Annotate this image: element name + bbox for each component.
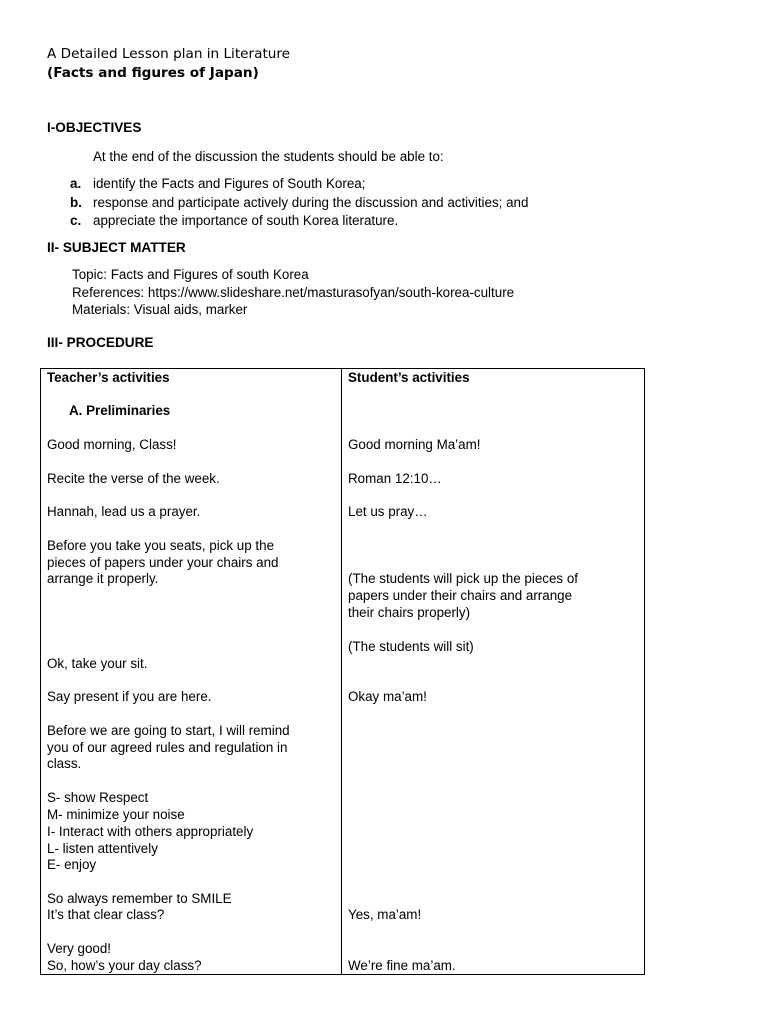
teacher-line: Before we are going to start, I will remind — [47, 723, 290, 738]
student-column-header: Student’s activities — [348, 370, 470, 385]
student-column — [342, 369, 645, 975]
teacher-line: Ok, take your sit. — [47, 656, 148, 671]
student-line: (The students will sit) — [348, 639, 474, 654]
document-title: A Detailed Lesson plan in Literature — [47, 46, 291, 62]
student-line: Good morning Ma’am! — [348, 437, 481, 452]
teacher-line: It’s that clear class? — [47, 907, 165, 922]
document-subtitle: (Facts and figures of Japan) — [47, 65, 259, 81]
objective-text: appreciate the importance of south Korea literature. — [93, 213, 399, 228]
procedure-table — [40, 368, 645, 975]
teacher-line: arrange it properly. — [47, 571, 159, 586]
teacher-line: L- listen attentively — [47, 841, 158, 856]
objectives-heading: I-OBJECTIVES — [47, 120, 142, 135]
objectives-intro: At the end of the discussion the students should be able to: — [93, 149, 444, 164]
teacher-line: So always remember to SMILE — [47, 891, 232, 906]
student-line: their chairs properly) — [348, 605, 471, 620]
student-line: Roman 12:10… — [348, 471, 442, 486]
teacher-column — [41, 369, 342, 975]
teacher-line: class. — [47, 756, 82, 771]
teacher-line: pieces of papers under your chairs and — [47, 555, 279, 570]
teacher-line: E- enjoy — [47, 857, 97, 872]
teacher-line: Very good! — [47, 941, 112, 956]
teacher-line: So, how’s your day class? — [47, 958, 202, 973]
student-line: papers under their chairs and arrange — [348, 588, 573, 603]
teacher-line: Before you take you seats, pick up the — [47, 538, 275, 553]
subject-matter-heading: II- SUBJECT MATTER — [47, 240, 186, 255]
student-line: (The students will pick up the pieces of — [348, 571, 578, 586]
student-line: Let us pray… — [348, 504, 428, 519]
teacher-line: S- show Respect — [47, 790, 149, 805]
teacher-line: Good morning, Class! — [47, 437, 177, 452]
subject-matter-block — [72, 266, 514, 319]
teacher-line: Hannah, lead us a prayer. — [47, 504, 201, 519]
teacher-line: I- Interact with others appropriately — [47, 824, 254, 839]
objective-text: response and participate actively during the discussion and activities; and — [93, 194, 529, 210]
objective-text: identify the Facts and Figures of South Korea; — [93, 176, 366, 191]
teacher-line: you of our agreed rules and regulation in — [47, 740, 288, 755]
student-line: Okay ma’am! — [348, 689, 427, 704]
student-line: We’re fine ma’am. — [348, 958, 456, 973]
objective-marker: b. — [70, 194, 82, 210]
teacher-line: M- minimize your noise — [47, 807, 185, 822]
objective-marker: a. — [70, 176, 82, 191]
section-preliminaries: A. Preliminaries — [69, 403, 171, 418]
student-line: Yes, ma’am! — [348, 907, 422, 922]
subject-topic: Topic: Facts and Figures of south Korea — [72, 267, 309, 282]
teacher-line: Say present if you are here. — [47, 689, 212, 704]
subject-references: References: https://www.slideshare.net/masturasofyan/south-korea-culture — [72, 284, 515, 300]
subject-materials: Materials: Visual aids, marker — [72, 302, 248, 317]
teacher-line: Recite the verse of the week. — [47, 471, 220, 486]
objective-marker: c. — [70, 213, 82, 228]
procedure-heading: III- PROCEDURE — [47, 335, 154, 350]
teacher-column-header: Teacher’s activities — [47, 370, 170, 385]
